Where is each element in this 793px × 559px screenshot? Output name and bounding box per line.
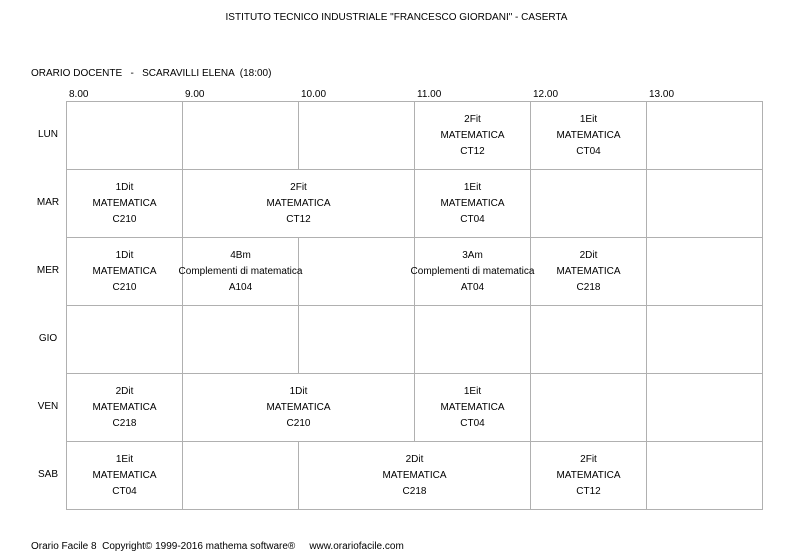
lesson-class: 1Eit	[463, 385, 482, 397]
lesson-class: 1Dit	[115, 181, 134, 193]
day-label: MER	[36, 265, 60, 276]
lesson-class: 1Eit	[463, 181, 482, 193]
day-label: GIO	[38, 333, 58, 344]
lesson-subject: MATEMATICA	[92, 469, 157, 481]
timetable-grid	[66, 101, 763, 510]
teacher-schedule-title: ORARIO DOCENTE - SCARAVILLI ELENA (18:00)	[31, 68, 272, 79]
school-title: ISTITUTO TECNICO INDUSTRIALE "FRANCESCO GIORDANI" - CASERTA	[225, 12, 568, 23]
website-link[interactable]: www.orariofacile.com	[309, 541, 404, 552]
lesson-subject: Complementi di matematica	[178, 265, 303, 277]
lesson-room: CT12	[460, 145, 485, 157]
lesson-subject: MATEMATICA	[440, 197, 505, 209]
lesson-class: 1Dit	[289, 385, 308, 397]
lesson-subject: MATEMATICA	[266, 197, 331, 209]
lesson-cell	[67, 442, 182, 509]
lesson-subject: MATEMATICA	[266, 401, 331, 413]
lesson-cell	[531, 102, 646, 169]
lesson-class: 4Bm	[230, 249, 251, 261]
lesson-cell	[415, 170, 530, 237]
column-divider	[530, 170, 531, 238]
lesson-class: 1Dit	[115, 249, 134, 261]
hour-label: 8.00	[69, 89, 89, 100]
lesson-subject: MATEMATICA	[440, 129, 505, 141]
hour-label: 9.00	[185, 89, 205, 100]
lesson-cell	[67, 170, 182, 237]
column-divider	[298, 102, 299, 170]
lesson-room: A104	[228, 281, 253, 293]
lesson-subject: MATEMATICA	[92, 197, 157, 209]
lesson-cell	[183, 170, 414, 237]
lesson-subject: Complementi di matematica	[410, 265, 535, 277]
column-divider	[182, 306, 183, 374]
day-label: MAR	[36, 197, 60, 208]
lesson-room: CT04	[112, 485, 137, 497]
lesson-class: 1Eit	[579, 113, 598, 125]
lesson-class: 2Dit	[579, 249, 598, 261]
day-label: LUN	[37, 129, 58, 140]
lesson-cell	[410, 238, 535, 305]
lesson-room: C218	[112, 417, 137, 429]
lesson-room: AT04	[460, 281, 485, 293]
lesson-room: CT12	[286, 213, 311, 225]
lesson-room: C218	[576, 281, 601, 293]
lesson-cell	[531, 442, 646, 509]
lesson-room: CT04	[460, 213, 485, 225]
lesson-room: C218	[402, 485, 427, 497]
lesson-class: 2Dit	[405, 453, 424, 465]
column-divider	[298, 306, 299, 374]
lesson-class: 2Dit	[115, 385, 134, 397]
lesson-subject: MATEMATICA	[556, 265, 621, 277]
lesson-subject: MATEMATICA	[92, 401, 157, 413]
lesson-cell	[415, 102, 530, 169]
lesson-class: 2Fit	[464, 113, 481, 125]
row-divider	[67, 305, 763, 306]
lesson-cell	[67, 374, 182, 441]
column-divider	[182, 442, 183, 510]
column-divider	[646, 102, 647, 170]
lesson-room: C210	[112, 213, 137, 225]
column-divider	[530, 374, 531, 442]
lesson-cell	[299, 442, 530, 509]
lesson-room: CT12	[576, 485, 601, 497]
footer	[31, 541, 418, 552]
lesson-class: 3Am	[462, 249, 483, 261]
lesson-subject: MATEMATICA	[440, 401, 505, 413]
lesson-cell	[531, 238, 646, 305]
lesson-cell	[178, 238, 303, 305]
column-divider	[530, 306, 531, 374]
column-divider	[646, 170, 647, 238]
column-divider	[646, 442, 647, 510]
lesson-room: CT04	[460, 417, 485, 429]
hour-label: 11.00	[417, 89, 442, 100]
lesson-class: 1Eit	[115, 453, 134, 465]
copyright-text: Orario Facile 8 Copyright© 1999-2016 mathema software®	[31, 541, 296, 552]
lesson-subject: MATEMATICA	[92, 265, 157, 277]
hour-label: 10.00	[301, 89, 327, 100]
lesson-subject: MATEMATICA	[556, 129, 621, 141]
lesson-class: 2Fit	[580, 453, 597, 465]
day-label: SAB	[37, 469, 58, 480]
lesson-room: CT04	[576, 145, 601, 157]
column-divider	[646, 238, 647, 306]
column-divider	[646, 306, 647, 374]
lesson-class: 2Fit	[290, 181, 307, 193]
lesson-cell	[415, 374, 530, 441]
lesson-subject: MATEMATICA	[382, 469, 447, 481]
column-divider	[646, 374, 647, 442]
lesson-room: C210	[286, 417, 311, 429]
lesson-subject: MATEMATICA	[556, 469, 621, 481]
column-divider	[182, 102, 183, 170]
lesson-room: C210	[112, 281, 137, 293]
hour-label: 13.00	[649, 89, 675, 100]
lesson-cell	[67, 238, 182, 305]
column-divider	[414, 306, 415, 374]
lesson-cell	[183, 374, 414, 441]
day-label: VEN	[37, 401, 59, 412]
hour-label: 12.00	[533, 89, 559, 100]
